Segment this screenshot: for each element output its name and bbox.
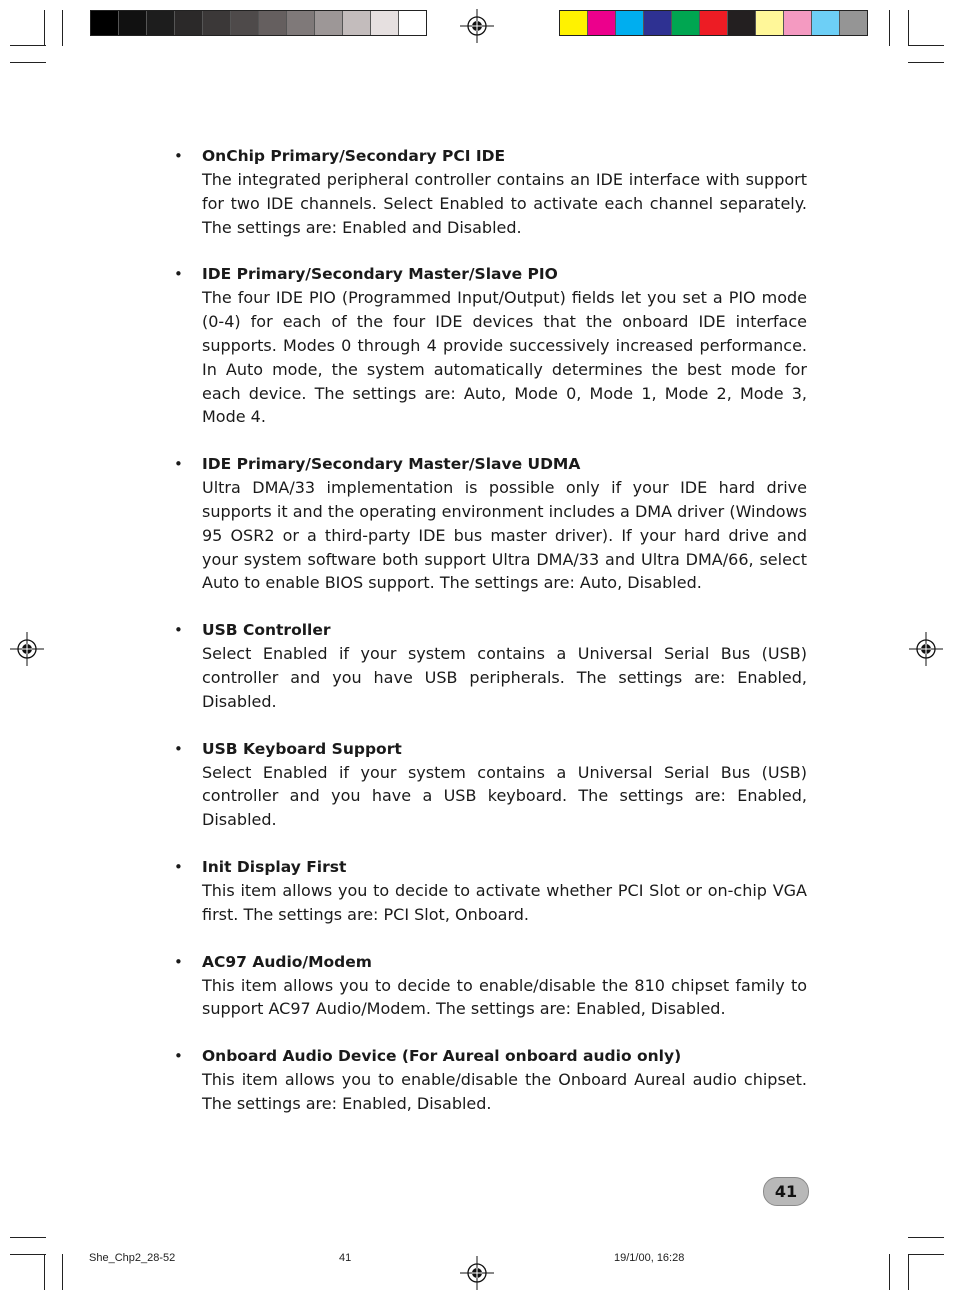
color-swatch	[342, 11, 370, 35]
bullet-icon: •	[174, 857, 183, 876]
setting-description: The integrated peripheral controller contains an IDE interface with support for two IDE channels. Select Enabled to activate each channel separately. The settings are: Enabled and Disabled.	[202, 170, 807, 237]
color-swatch	[314, 11, 342, 35]
setting-description: Ultra DMA/33 implementation is possible only if your IDE hard drive supports it and the operating environment includes a DMA driver (Windows 95 OSR2 or a third-party IDE bus master driver). If your hard drive and your system software both support Ultra DMA/33 and Ultra DMA/66, select Auto to enable BIOS support. The settings are: Auto, Disabled.	[202, 478, 807, 593]
setting-title: Init Display First	[202, 857, 347, 876]
color-swatch	[146, 11, 174, 35]
color-swatch	[202, 11, 230, 35]
color-swatch	[671, 11, 699, 35]
setting-description: Select Enabled if your system contains a Universal Serial Bus (USB) controller and you have USB peripherals. The settings are: Enabled, Disabled.	[202, 644, 807, 711]
slug-filename: She_Chp2_28-52	[89, 1252, 176, 1264]
registration-mark-icon	[460, 9, 494, 43]
color-swatch	[755, 11, 783, 35]
setting-section	[174, 262, 807, 429]
color-swatch	[615, 11, 643, 35]
bios-settings-content	[174, 144, 807, 1139]
setting-title: Onboard Audio Device (For Aureal onboard audio only)	[202, 1047, 682, 1066]
color-swatch	[230, 11, 258, 35]
page-number-badge: 41	[763, 1177, 809, 1206]
setting-section	[174, 144, 807, 239]
crop-mark	[908, 62, 944, 63]
bullet-icon: •	[174, 952, 183, 971]
crop-mark	[10, 1237, 46, 1238]
setting-section	[174, 737, 807, 832]
color-swatch	[643, 11, 671, 35]
setting-section	[174, 950, 807, 1022]
color-swatch	[811, 11, 839, 35]
setting-title: IDE Primary/Secondary Master/Slave PIO	[202, 265, 558, 284]
crop-mark	[10, 1254, 46, 1255]
registration-mark-icon	[460, 1256, 494, 1290]
setting-section	[174, 1044, 807, 1116]
setting-title: USB Keyboard Support	[202, 739, 402, 758]
color-swatch	[174, 11, 202, 35]
crop-mark	[889, 10, 890, 46]
bullet-icon: •	[174, 265, 183, 284]
crop-mark	[908, 45, 944, 46]
setting-description: The four IDE PIO (Programmed Input/Output) fields let you set a PIO mode (0-4) for each of the four IDE devices that the onboard IDE interface supports. Modes 0 through 4 provide successively increased performance. In Auto mode, the system automatically determines the best mode for each device. The settings are: Auto, Mode 0, Mode 1, Mode 2, Mode 3, Mode 4.	[202, 288, 807, 427]
crop-mark	[908, 1237, 944, 1238]
color-swatch	[258, 11, 286, 35]
bullet-icon: •	[174, 621, 183, 640]
color-swatch	[286, 11, 314, 35]
grayscale-swatch-bar	[90, 10, 427, 36]
color-swatch	[587, 11, 615, 35]
color-swatch	[91, 11, 118, 35]
setting-section	[174, 452, 807, 595]
slug-datetime: 19/1/00, 16:28	[614, 1252, 685, 1264]
crop-mark	[889, 1254, 890, 1290]
color-swatch	[839, 11, 867, 35]
color-swatch	[370, 11, 398, 35]
setting-description: This item allows you to enable/disable the Onboard Aureal audio chipset. The settings are: Enabled, Disabled.	[202, 1070, 807, 1113]
color-swatch	[398, 11, 426, 35]
setting-title: IDE Primary/Secondary Master/Slave UDMA	[202, 455, 581, 474]
setting-description: Select Enabled if your system contains a Universal Serial Bus (USB) controller and you have a USB keyboard. The settings are: Enabled, Disabled.	[202, 762, 807, 830]
setting-section	[174, 618, 807, 713]
setting-title: USB Controller	[202, 621, 331, 640]
color-swatch	[727, 11, 755, 35]
crop-mark	[44, 10, 45, 46]
setting-description: This item allows you to decide to activate whether PCI Slot or on-chip VGA first. The settings are: PCI Slot, Onboard.	[202, 880, 807, 924]
crop-mark	[908, 1254, 944, 1255]
slug-page: 41	[339, 1252, 352, 1264]
color-swatch	[560, 11, 587, 35]
registration-mark-icon	[10, 632, 44, 666]
color-swatch-bar	[559, 10, 868, 36]
bullet-icon: •	[174, 1047, 183, 1066]
crop-mark	[44, 1254, 45, 1290]
crop-mark	[62, 10, 63, 46]
color-swatch	[783, 11, 811, 35]
crop-mark	[908, 10, 909, 46]
color-swatch	[118, 11, 146, 35]
registration-mark-icon	[909, 632, 943, 666]
bullet-icon: •	[174, 739, 183, 758]
color-swatch	[699, 11, 727, 35]
crop-mark	[908, 1254, 909, 1290]
setting-description: This item allows you to decide to enable/disable the 810 chipset family to support AC97 Audio/Modem. The settings are: Enabled, Disabled.	[202, 975, 807, 1019]
setting-title: AC97 Audio/Modem	[202, 952, 372, 971]
bullet-icon: •	[174, 455, 183, 474]
crop-mark	[10, 62, 46, 63]
crop-mark	[10, 45, 46, 46]
setting-section	[174, 855, 807, 927]
crop-mark	[62, 1254, 63, 1290]
bullet-icon: •	[174, 147, 183, 165]
setting-title: OnChip Primary/Secondary PCI IDE	[202, 147, 506, 165]
